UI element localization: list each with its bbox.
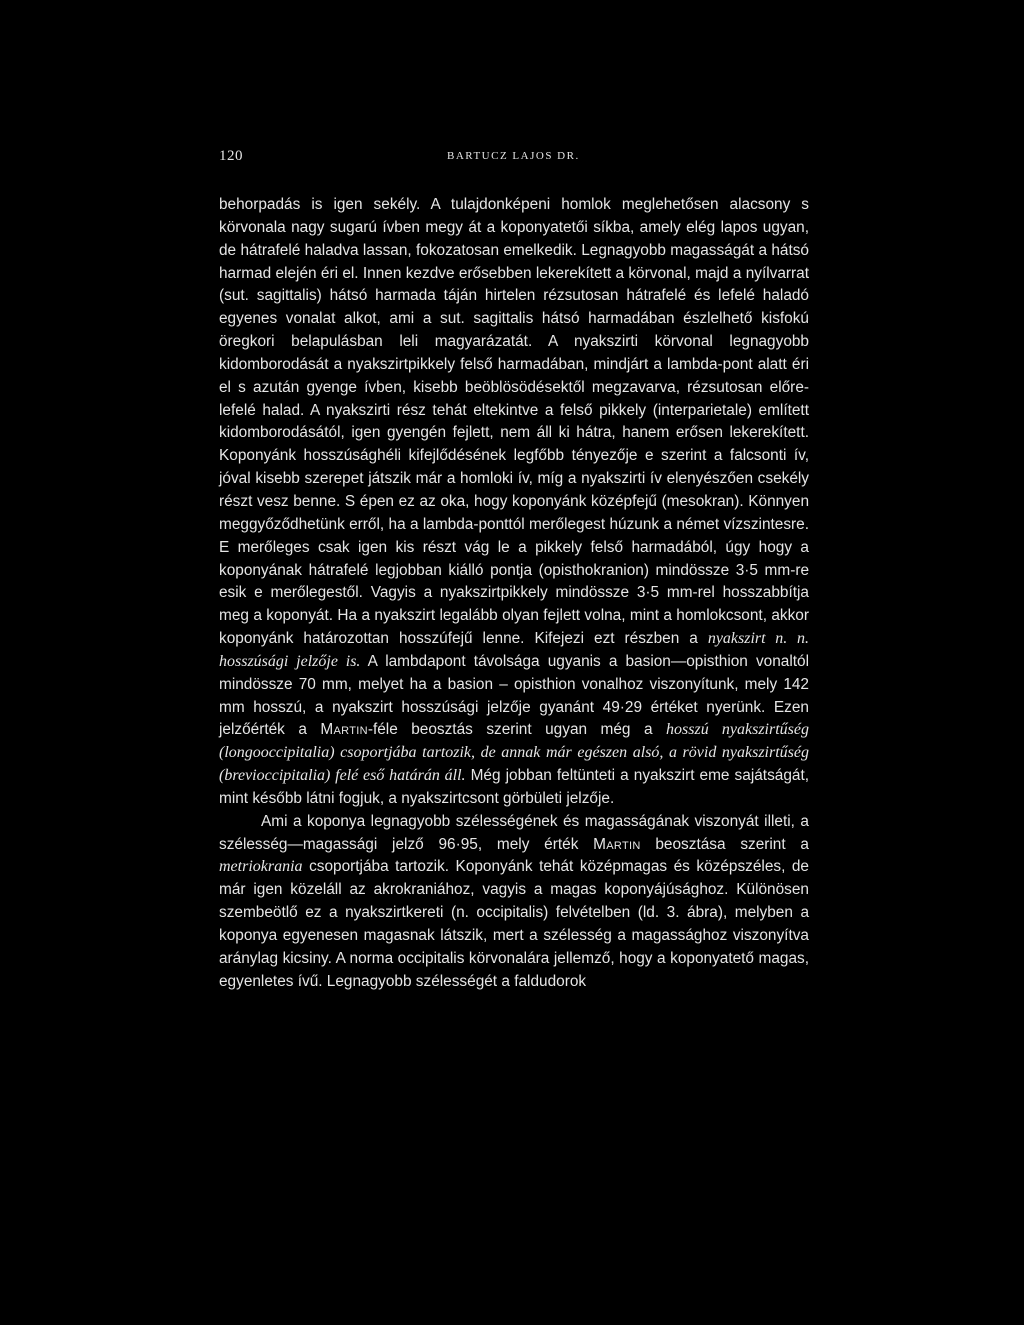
author-name: Martin <box>320 721 368 739</box>
text-segment: csoportjába tartozik. Koponyánk tehát középmagas és középszéles, de már igen közeláll az akrokraniához, vagyis a magas koponyájúsághoz. Különösen szembeötlő ez a nyakszirtkereti (n. occipitalis) felvételben (ld. 3. ábra), melyben a koponya egyenesen magasnak látszik, mert a szélesség a magassághoz viszonyítva aránylag kicsiny. A norma occipitalis körvonalára jellemző, hogy a koponyatető magas, egyenletes ívű. Legnagyobb szélességét a faldudorok <box>219 858 809 990</box>
italic-text: hosszú nyakszirtűség (longooccipitalia) csoportjába tartozik, de annak már egészen alsó, a rövid nyakszirtűség (brevioccipitalia) felé eső határán áll. <box>219 721 810 785</box>
text-segment: behorpadás is igen sekély. A tulajdonképeni homlok meglehetősen alacsony s körvonala nagy sugarú ívben megy át a koponyatetői síkba, amely elég lapos ugyan, de hátrafelé haladva lassan, fokozatosan emelkedik. Legnagyobb magasságát a hátsó harmad elején éri el. Innen kezdve erősebben lekerekített a körvonal, majd a nyílvarrat (sut. sagittalis) hátsó harmada táján hirtelen rézsutosan hátrafelé és lefelé haladó egyenes vonalat alkot, ami a sut. sagittalis hátsó harmadában észlelhető kisfokú öregkori belapulásban leli magyarázatát. A nyakszirti körvonal legnagyobb kidomborodását a nyakszirtpikkely felső harmadában, mindjárt a lambda-pont alatt éri el s azután gyenge ívben, kisebb beöblösödésektől megzavarva, rézsutosan előre-lefelé halad. A nyakszirti rész tehát eltekintve a felső pikkely (interparietale) említett kidomborodásától, igen gyengén fejlett, nem áll ki hátra, hanem erősen lekerekített. Koponyánk hosszúsághéli kifejlődésének legfőbb tényezője e szerint a falcsonti ív, jóval kisebb szerepet játszik már a homloki ív, míg a nyakszirti ív elenyészően csekély részt vesz benne. S épen ez az oka, hogy koponyánk középfejű (mesokran). Könnyen meggyőződhetünk erről, ha a lambda-ponttól merőlegest húzunk a német vízszintesre. E merőleges csak igen kis részt vág le a pikkely felső harmadából, úgy hogy a koponyának hátrafelé legjobban kiálló pontja (opisthokranion) mindössze 3·5 mm-re esik e merőlegestől. Vagyis a nyakszirtpikkely mindössze 3·5 mm-rel hosszabbítja meg a koponyát. Ha a nyakszirt legalább olyan fejlett volna, mint a homlokcsont, akkor koponyánk határozottan hosszúfejű lenne. Kifejezi ezt részben a <box>219 196 809 648</box>
text-segment: A lambdapont távolsága ugyanis a basion—opisthion vonaltól mindössze 70 mm, melyet ha a basion – opisthion vonalhoz viszonyítunk, mely 142 mm hosszú, a nyakszirt hosszúsági jelzője gyanánt 49·29 értéket nyerünk. Ezen jelzőérték a <box>219 652 809 739</box>
text-segment: -féle beosztás szerint ugyan még a <box>367 721 667 739</box>
italic-text: nyakszirt n. n. hosszúsági jelzője is. <box>219 630 809 670</box>
page-number: 120 <box>219 148 243 164</box>
page-header <box>219 148 809 168</box>
paragraph <box>219 194 809 811</box>
italic-text: metriokrania <box>219 858 303 876</box>
running-head: BARTUCZ LAJOS DR. <box>447 150 580 162</box>
text-segment: Még jobban feltünteti a nyakszirt eme sajátságát, mint később látni fogjuk, a nyakszirtcsont görbületi jelzője. <box>219 767 809 807</box>
author-name: Martin <box>593 835 641 853</box>
body-text <box>219 194 809 994</box>
text-segment: Ami a koponya legnagyobb szélességének és magasságának viszonyát illeti, a szélesség—magassági jelző 96·95, mely érték <box>219 812 809 853</box>
text-segment: beosztása szerint a <box>640 835 809 853</box>
paragraph <box>219 811 809 994</box>
